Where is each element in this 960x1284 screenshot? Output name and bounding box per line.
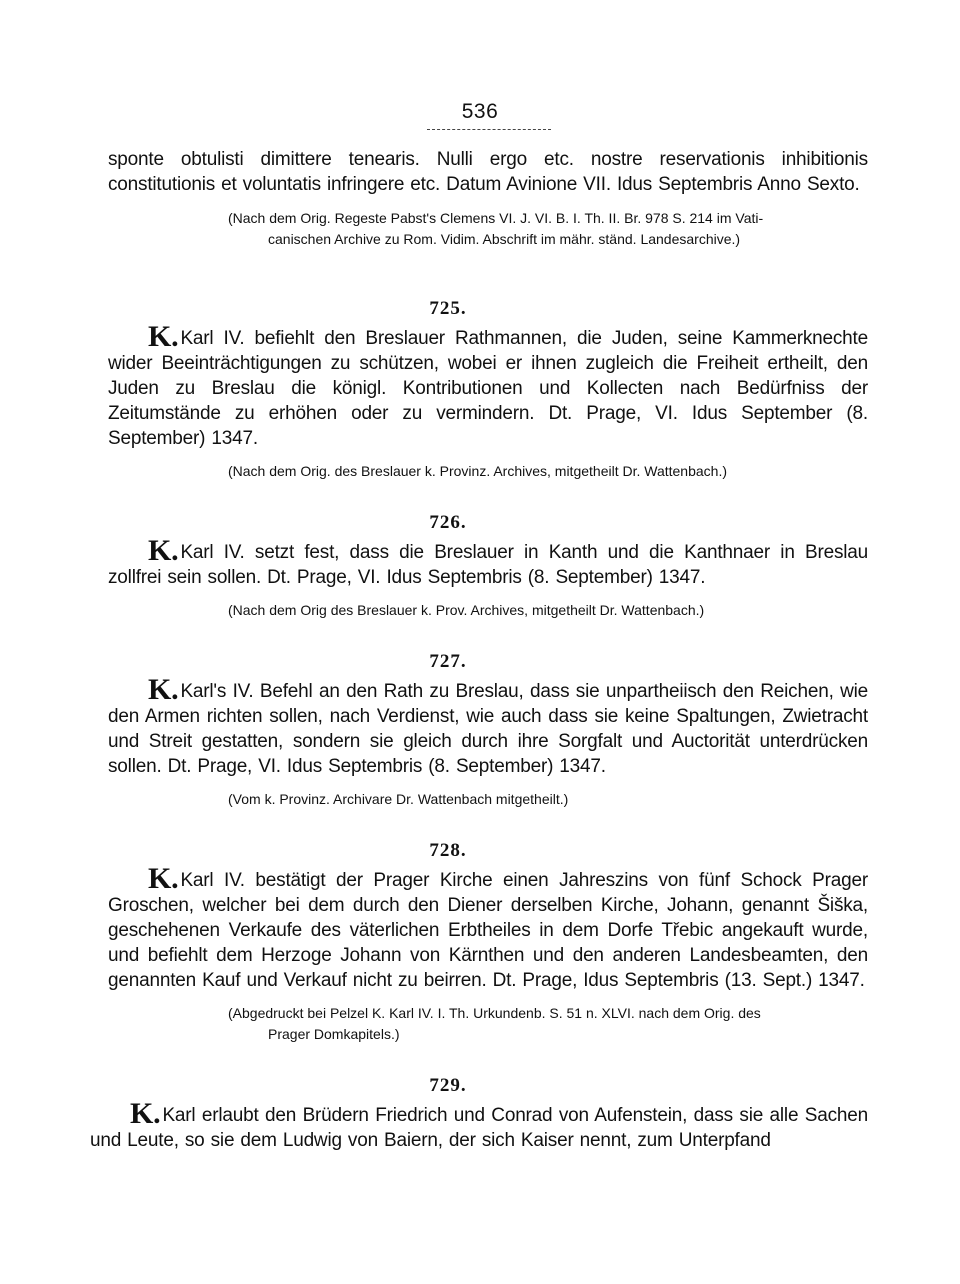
- lead-note-line-2: canischen Archive zu Rom. Vidim. Abschrift im mähr. ständ. Landesarchive.): [268, 231, 741, 247]
- entry-body: Karl's IV. Befehl an den Rath zu Breslau, dass sie unpartheiisch den Reichen, wie den Armen richten sollen, nach Verdienst, wie auch dass sie keine Spaltungen, Zwietracht und Streit gestatten, sondern sie gleich durch ihre Sorgfalt und Auctorität unterdrücken sollen. Dt. Prage, VI. Idus Septembris (8. September) 1347.: [108, 681, 868, 777]
- entry-body: Karl IV. bestätigt der Prager Kirche einen Jahreszins von fünf Schock Prager Groschen, welcher bei dem durch den Diener derselben Kirche, Johann, genannt Šiška, geschehenen Verkaufe des väterlichen Erbtheiles in dem Dorfe Třebic angekauft wurde, und befiehlt dem Herzoge Johann von Kärnthen und den anderen Landesbeamten, den genannten Kauf und Verkauf nicht zu beirren. Dt. Prage, Idus Septembris (13. Sept.) 1347.: [108, 870, 868, 991]
- entry-note: [228, 461, 868, 482]
- entry-note-line-1: (Vom k. Provinz. Archivare Dr. Wattenbach mitgetheilt.): [228, 791, 569, 807]
- entry-marker: K.: [148, 534, 179, 567]
- entry-body: Karl IV. setzt fest, dass die Breslauer in Kanth und die Kanthnaer in Breslau zollfrei sein sollen. Dt. Prage, VI. Idus Septembris (8. September) 1347.: [108, 542, 868, 588]
- entry-number: 729.: [429, 1075, 467, 1096]
- entry-note-line-1: (Nach dem Orig. des Breslauer k. Provinz. Archives, mitgetheilt Dr. Wattenbach.): [228, 463, 728, 479]
- entry-note-line-1: (Abgedruckt bei Pelzel K. Karl IV. I. Th. Urkundenb. S. 51 n. XLVI. nach dem Orig. des: [228, 1005, 761, 1021]
- entry-text: [108, 534, 868, 590]
- entry-number: 728.: [429, 840, 467, 861]
- lead-paragraph: [108, 147, 868, 193]
- entry-number: 726.: [429, 512, 467, 533]
- entry-marker: K.: [148, 673, 179, 706]
- entry-note-line-1: (Nach dem Orig des Breslauer k. Prov. Archives, mitgetheilt Dr. Wattenbach.): [228, 602, 705, 618]
- entry-number: 725.: [429, 298, 467, 319]
- lead-note: [108, 208, 868, 260]
- page-content: [90, 147, 868, 1153]
- entry-body: Karl IV. befiehlt den Breslauer Rathmannen, die Juden, seine Kammerknechte wider Beeinträchtigungen zu schützen, wobei er ihnen zugleich die Freiheit ertheilt, den Juden zu Breslau die königl. Kontributionen und Kollecten nach Bedürfniss der Zeitumstände zu erhöhen oder zu vermindern. Dt. Prage, VI. Idus September (8. September) 1347.: [108, 328, 868, 449]
- entry-text: [108, 673, 868, 779]
- entry-note: [228, 600, 868, 621]
- entry-text: [108, 320, 868, 451]
- entry-note: [228, 1003, 868, 1045]
- entry-marker: K.: [148, 320, 179, 353]
- entry-text: [90, 1097, 868, 1153]
- entry-726: [108, 512, 868, 621]
- entry-note: [228, 789, 868, 810]
- entry-marker: K.: [130, 1097, 161, 1130]
- entry-body: Karl erlaubt den Brüdern Friedrich und Conrad von Aufenstein, dass sie alle Sachen und Leute, so sie dem Ludwig von Baiern, der sich Kaiser nennt, zum Unterpfand: [90, 1105, 868, 1151]
- entry-727: [108, 651, 868, 810]
- entry-marker: K.: [148, 862, 179, 895]
- page-number-rule: [427, 129, 551, 131]
- entry-text: [108, 862, 868, 993]
- lead-note-line-1: (Nach dem Orig. Regeste Pabst's Clemens VI. J. VI. B. I. Th. II. Br. 978 S. 214 im Vati-: [228, 210, 764, 226]
- entry-725: [108, 298, 868, 482]
- lead-paragraph-text: sponte obtulisti dimittere tenearis. Nulli ergo etc. nostre reservationis inhibitionis constitutionis et voluntatis infringere etc. Datum Avinione VII. Idus Septembris Anno Sexto.: [108, 149, 868, 195]
- entry-note-line-2: Prager Domkapitels.): [268, 1026, 400, 1042]
- page-number: 536: [461, 100, 499, 123]
- entry-number: 727.: [429, 651, 467, 672]
- entry-729: [90, 1075, 868, 1153]
- entry-728: [108, 840, 868, 1045]
